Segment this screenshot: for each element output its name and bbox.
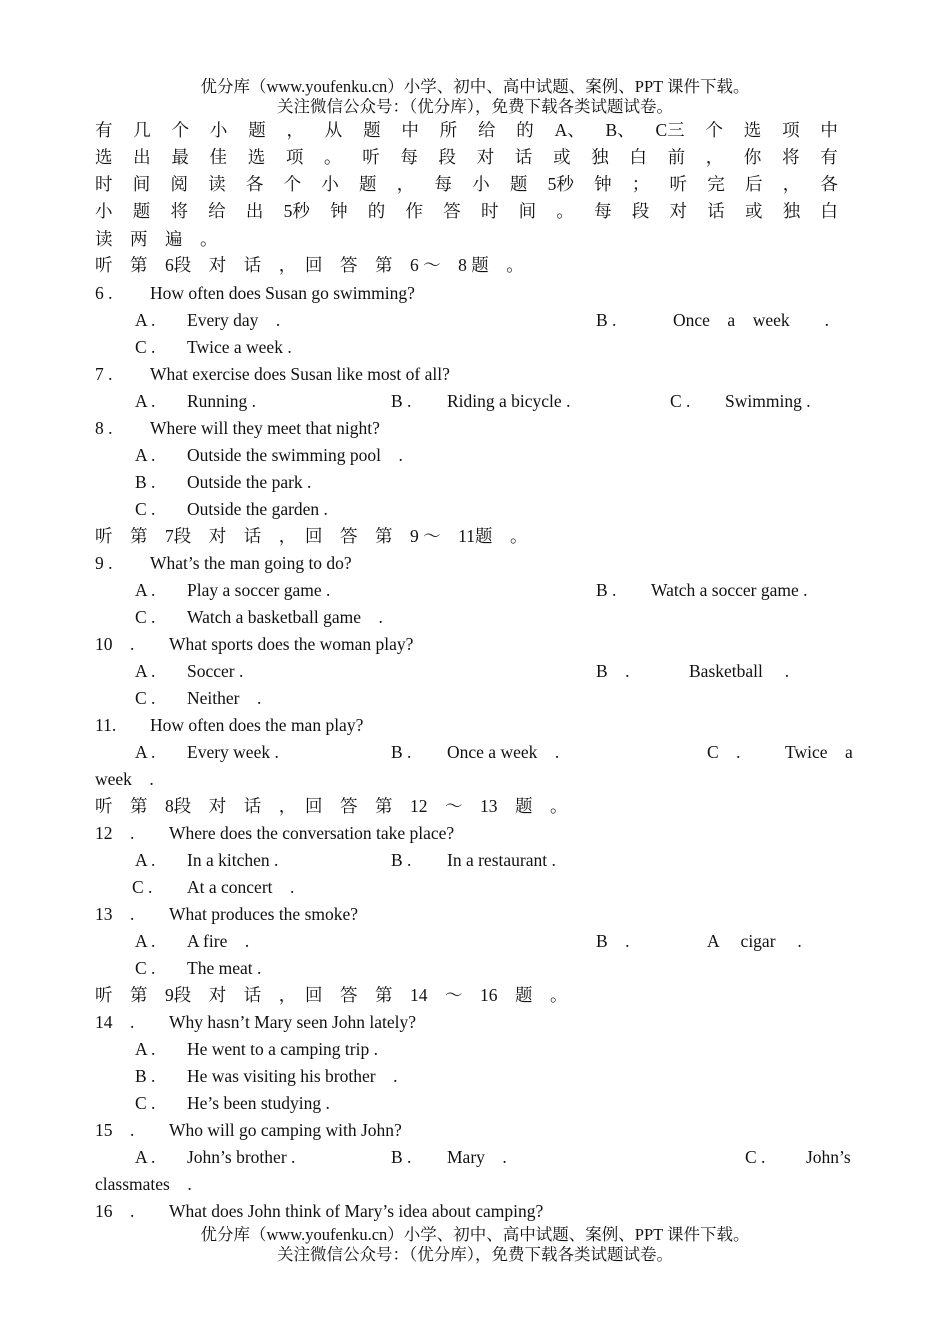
option-label-c: C . (135, 337, 156, 357)
page-footer-line-2: 关注微信公众号：（优分库），免费下载各类试题试卷。 (277, 1245, 673, 1264)
question-text: What produces the smoke? (169, 904, 359, 924)
question-number: 11. (95, 715, 117, 735)
instruction-char: 白 (820, 201, 838, 221)
instruction-char: 出 (133, 147, 151, 167)
instruction-char: 各 (820, 174, 838, 194)
instruction-char: B、 (605, 120, 635, 140)
instruction-char: 给 (208, 201, 226, 221)
option-text-a: In a kitchen . (187, 850, 279, 870)
option-label-a: A . (135, 310, 156, 330)
option-label-a: A . (135, 661, 156, 681)
option-label-b: B . (596, 310, 617, 330)
option-label-b: B . (391, 850, 412, 870)
option-text-a: A fire . (187, 931, 250, 951)
question-text: Who will go camping with John? (169, 1120, 402, 1140)
instruction-char: 时 (95, 174, 113, 194)
instructions-row-5: 读 两 遍 。 (95, 229, 218, 249)
option-text-c: The meat . (187, 958, 262, 978)
instruction-char: 听 (362, 147, 380, 167)
question-number: 9 . (95, 553, 113, 573)
instruction-char: 段 (438, 147, 457, 167)
instruction-char: 佳 (209, 147, 228, 167)
instruction-char: 选 (95, 147, 113, 167)
instruction-char: ， (705, 147, 724, 167)
option-label-c: C . (135, 1093, 156, 1113)
instruction-char: 小 (95, 201, 113, 221)
question-text: Where will they meet that night? (150, 418, 380, 438)
option-label-c: C . (670, 391, 691, 411)
instruction-char: 。 (556, 201, 574, 221)
section-heading-9: 听 第 9段 对 话 ， 回 答 第 14 ～ 16 题 。 (95, 985, 568, 1005)
option-label-b: B . (391, 391, 412, 411)
instruction-char: 将 (782, 147, 800, 167)
question-text: Why hasn’t Mary seen John lately? (169, 1012, 417, 1032)
option-label-b: B . (135, 472, 156, 492)
option-label-a: A . (135, 931, 156, 951)
option-label-b: B . (596, 580, 617, 600)
instruction-char: 听 (669, 174, 688, 194)
option-label-c: C . (132, 877, 153, 897)
instruction-char: 小 (209, 120, 228, 140)
section-heading-8: 听 第 8段 对 话 ， 回 答 第 12 ～ 13 题 。 (95, 796, 568, 816)
option-label-b: B . (391, 1147, 412, 1167)
option-label-a: A . (135, 445, 156, 465)
instruction-char: 对 (476, 147, 495, 167)
option-text-b: Riding a bicycle . (447, 391, 571, 411)
instruction-char: 选 (247, 147, 266, 167)
option-label-a: A . (135, 1147, 156, 1167)
option-text-a: Outside the swimming pool . (187, 445, 403, 465)
option-label-a: A . (135, 850, 156, 870)
option-label-b: B . (596, 661, 630, 681)
option-text-b: In a restaurant . (447, 850, 556, 870)
option-label-c: C . (135, 607, 156, 627)
instruction-char: ； (631, 174, 650, 194)
instruction-char: 后 (744, 174, 763, 194)
instruction-char: 阅 (170, 174, 188, 194)
instruction-char: 几 (133, 120, 151, 140)
instruction-char: A、 (554, 120, 585, 140)
option-text-b: Once a week . (673, 310, 829, 330)
option-text-c: At a concert . (187, 877, 295, 897)
instruction-char: 选 (743, 120, 762, 140)
section-heading-7: 听 第 7段 对 话 ， 回 答 第 9 ～ 11题 。 (95, 526, 528, 546)
question-text: What’s the man going to do? (150, 553, 352, 573)
instruction-char: 话 (707, 201, 725, 221)
instruction-char: 有 (820, 147, 838, 167)
option-label-b: B . (391, 742, 412, 762)
option-label-c: C . (745, 1147, 766, 1167)
instruction-char: 项 (782, 120, 800, 140)
instruction-char: 题 (359, 174, 377, 194)
question-text: How often does Susan go swimming? (150, 283, 415, 303)
instruction-char: 小 (321, 174, 339, 194)
instruction-char: 完 (707, 174, 725, 194)
question-text: Where does the conversation take place? (169, 823, 455, 843)
option-text-a: John’s brother . (187, 1147, 296, 1167)
option-label-a: A . (135, 391, 156, 411)
option-text-a: Running . (187, 391, 257, 411)
instruction-char: ， (286, 120, 304, 140)
instruction-char: 独 (782, 201, 801, 221)
question-number: 15 . (95, 1120, 135, 1140)
option-label-c: C . (135, 958, 156, 978)
instruction-char: 独 (591, 147, 609, 167)
option-text-b: He was visiting his brother . (187, 1066, 398, 1086)
option-text-b: Outside the park . (187, 472, 312, 492)
instruction-char: 每 (594, 201, 612, 221)
instruction-char: 最 (171, 147, 189, 167)
option-label-b: B . (596, 931, 630, 951)
instruction-char: 5秒 (547, 174, 574, 194)
instruction-char: 项 (285, 147, 304, 167)
instruction-char: 中 (401, 120, 419, 140)
section-heading-6: 听 第 6段 对 话 ， 回 答 第 6 ～ 8 题 。 (95, 255, 524, 275)
page-footer-line-1: 优分库（www.youfenku.cn）小学、初中、高中试题、案例、PPT 课件下载。 (200, 1225, 750, 1244)
instruction-char: C三 (655, 120, 685, 140)
option-text-a: Every day . (187, 310, 281, 330)
option-label-c: C . (707, 742, 741, 762)
option-text-c: Outside the garden . (187, 499, 328, 519)
instruction-char: 钟 (330, 201, 348, 221)
question-number: 16 . (95, 1201, 135, 1221)
instructions-row-2 (95, 146, 838, 168)
option-text-c: John’s (806, 1147, 851, 1167)
instruction-char: 钟 (594, 174, 612, 194)
option-label-c: C . (135, 688, 156, 708)
instruction-char: 给 (477, 120, 496, 140)
instruction-char: 的 (516, 120, 534, 140)
option-label-a: A . (135, 742, 156, 762)
instruction-char: 出 (245, 201, 264, 221)
instruction-char: 各 (245, 174, 264, 194)
question-number: 7 . (95, 364, 113, 384)
instruction-char: 答 (443, 201, 461, 221)
page-header-line-2: 关注微信公众号：（优分库），免费下载各类试题试卷。 (277, 97, 673, 116)
option-text-a: He went to a camping trip . (187, 1039, 378, 1059)
instruction-char: 个 (283, 174, 302, 194)
instruction-char: 间 (518, 201, 537, 221)
option-text-b: Once a week . (447, 742, 560, 762)
instruction-char: 小 (472, 174, 490, 194)
instruction-char: 题 (248, 120, 266, 140)
question-number: 14 . (95, 1012, 135, 1032)
option-text-a: Every week . (187, 742, 279, 762)
instruction-char: 间 (132, 174, 151, 194)
question-text: How often does the man play? (150, 715, 364, 735)
option-text-b: Mary . (447, 1147, 507, 1167)
instruction-char: 。 (324, 147, 342, 167)
instruction-char: 你 (743, 147, 762, 167)
option-text-c: Swimming . (725, 391, 811, 411)
question-text: What does John think of Mary’s idea about camping? (169, 1201, 544, 1221)
question-text: What exercise does Susan like most of all? (150, 364, 450, 384)
instruction-char: 题 (363, 120, 381, 140)
question-number: 12 . (95, 823, 135, 843)
instruction-char: 每 (434, 174, 452, 194)
option-label-a: A . (135, 580, 156, 600)
option-text-c: He’s been studying . (187, 1093, 330, 1113)
instructions-row-1 (95, 119, 838, 141)
instruction-char: 个 (705, 120, 723, 140)
question-number: 13 . (95, 904, 135, 924)
instruction-char: 读 (208, 174, 226, 194)
instruction-char: ， (396, 174, 415, 194)
instruction-char: 或 (744, 201, 763, 221)
option-text-c: Neither . (187, 688, 262, 708)
option-text-b: Watch a soccer game . (651, 580, 808, 600)
instruction-char: 从 (324, 120, 343, 140)
option-label-a: A . (135, 1039, 156, 1059)
option-text-c: Watch a basketball game . (187, 607, 383, 627)
instruction-char: 前 (667, 147, 686, 167)
instruction-char: 时 (480, 201, 499, 221)
option-text-b: Basketball . (689, 661, 790, 681)
page-header-line-1: 优分库（www.youfenku.cn）小学、初中、高中试题、案例、PPT 课件下载。 (200, 77, 750, 96)
instruction-char: 有 (95, 120, 113, 140)
instruction-char: 每 (400, 147, 418, 167)
instructions-row-4 (95, 200, 838, 222)
question-number: 6 . (95, 283, 113, 303)
instruction-char: 题 (509, 174, 528, 194)
question-number: 8 . (95, 418, 113, 438)
instruction-char: 中 (820, 120, 838, 140)
instruction-char: 题 (132, 201, 151, 221)
instruction-char: 个 (171, 120, 190, 140)
option-text-c-wrap: week . (95, 769, 154, 789)
option-label-b: B . (135, 1066, 156, 1086)
option-label-c: C . (135, 499, 156, 519)
instruction-char: 将 (170, 201, 188, 221)
instruction-char: 或 (553, 147, 571, 167)
instruction-char: 话 (514, 147, 533, 167)
option-text-a: Play a soccer game . (187, 580, 331, 600)
option-text-c: Twice a (785, 742, 853, 762)
instruction-char: 段 (631, 201, 650, 221)
instruction-char: 所 (439, 120, 458, 140)
option-text-c: Twice a week . (187, 337, 292, 357)
instruction-char: 的 (367, 201, 386, 221)
instruction-char: 对 (669, 201, 688, 221)
question-text: What sports does the woman play? (169, 634, 414, 654)
option-text-b: A cigar . (707, 931, 802, 951)
instruction-char: 5秒 (283, 201, 310, 221)
instruction-char: ， (782, 174, 801, 194)
option-text-c-wrap: classmates . (95, 1174, 192, 1194)
instruction-char: 白 (629, 147, 647, 167)
question-number: 10 . (95, 634, 135, 654)
instructions-row-3 (95, 173, 838, 195)
option-text-a: Soccer . (187, 661, 244, 681)
instruction-char: 作 (405, 201, 423, 221)
